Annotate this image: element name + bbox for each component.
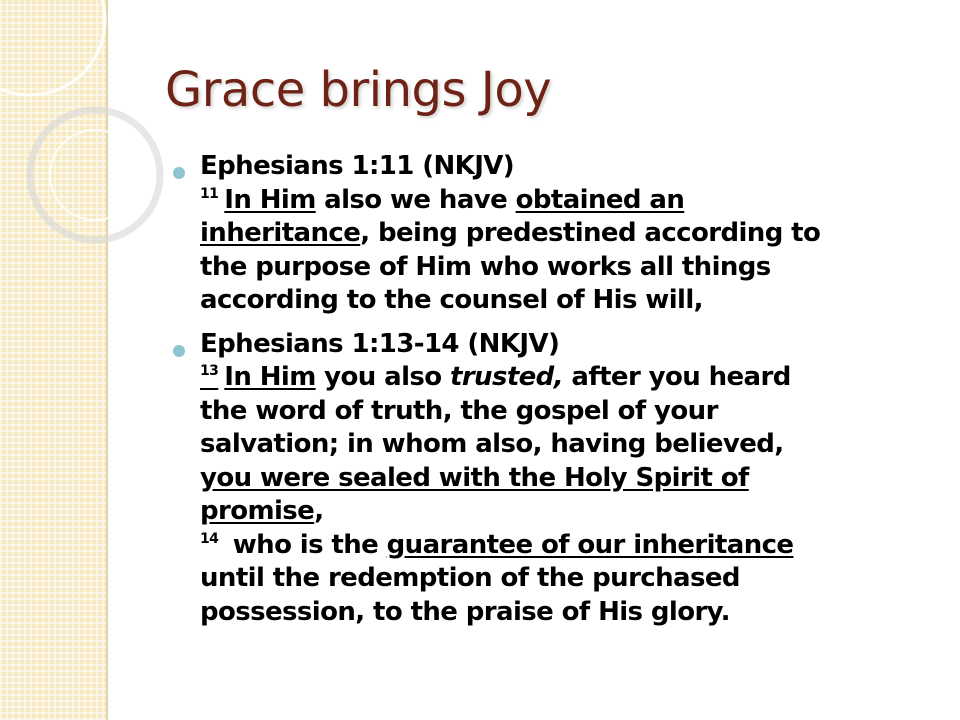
underlined-phrase: guarantee of our inheritance [386, 529, 794, 560]
verse-text: you also [315, 362, 450, 392]
passage-line [200, 184, 945, 218]
bullet-dot-icon [173, 345, 185, 357]
passage-line [200, 495, 945, 529]
verse-text: salvation; in whom also, having believed, [200, 429, 784, 459]
passage-line [200, 529, 945, 563]
underlined-text: In Him [224, 362, 316, 392]
verse-text: according to the counsel of His will, [200, 285, 703, 315]
underlined-phrase: inheritance [200, 218, 361, 248]
underlined-phrase: obtained an [515, 184, 685, 215]
underlined-phrase: In Him [224, 184, 316, 215]
verse-number: 13 [200, 363, 219, 380]
verse-text: also we have [315, 184, 516, 215]
passage-line [200, 462, 945, 496]
verse-number: 14 [200, 530, 219, 547]
verse-text: the word of truth, the gospel of your [200, 395, 718, 426]
passage-line [200, 395, 945, 429]
passage-line [200, 596, 945, 630]
verse-text: , being predestined according to [360, 218, 821, 248]
verse-text: after you heard [562, 362, 791, 392]
passage-line [200, 284, 945, 318]
passage-line [200, 361, 945, 395]
passage-line [200, 251, 945, 285]
passage-line [200, 562, 945, 596]
reference-text: Ephesians 1:11 (NKJV) [200, 151, 515, 181]
passage-reference [200, 328, 945, 362]
passage-line [200, 217, 945, 251]
verse-text: the purpose of Him who works all things [200, 251, 771, 282]
bullet-dot-icon [173, 167, 185, 179]
passage-line [200, 428, 945, 462]
bullet-item-ephesians-1-11 [200, 150, 945, 318]
underlined-phrase: promise [200, 496, 315, 526]
bullet-item-ephesians-1-13-14 [200, 328, 945, 630]
verse-number: 11 [200, 185, 219, 202]
slide-title: Grace brings Joy [165, 62, 552, 118]
verse-text: until the redemption of the purchased [200, 563, 740, 593]
bullet-list [200, 150, 945, 639]
underlined-phrase [200, 362, 316, 392]
decorative-circles [0, 0, 220, 300]
verse-text: who is the [224, 529, 387, 560]
verse-text: possession, to the praise of His glory. [200, 596, 730, 627]
reference-text: Ephesians 1:13-14 (NKJV) [200, 328, 560, 359]
verse-text: , [314, 496, 324, 526]
italic-word: trusted, [449, 362, 563, 392]
underlined-phrase: you were sealed with the Holy Spirit of [200, 462, 749, 493]
passage-reference [200, 150, 945, 184]
